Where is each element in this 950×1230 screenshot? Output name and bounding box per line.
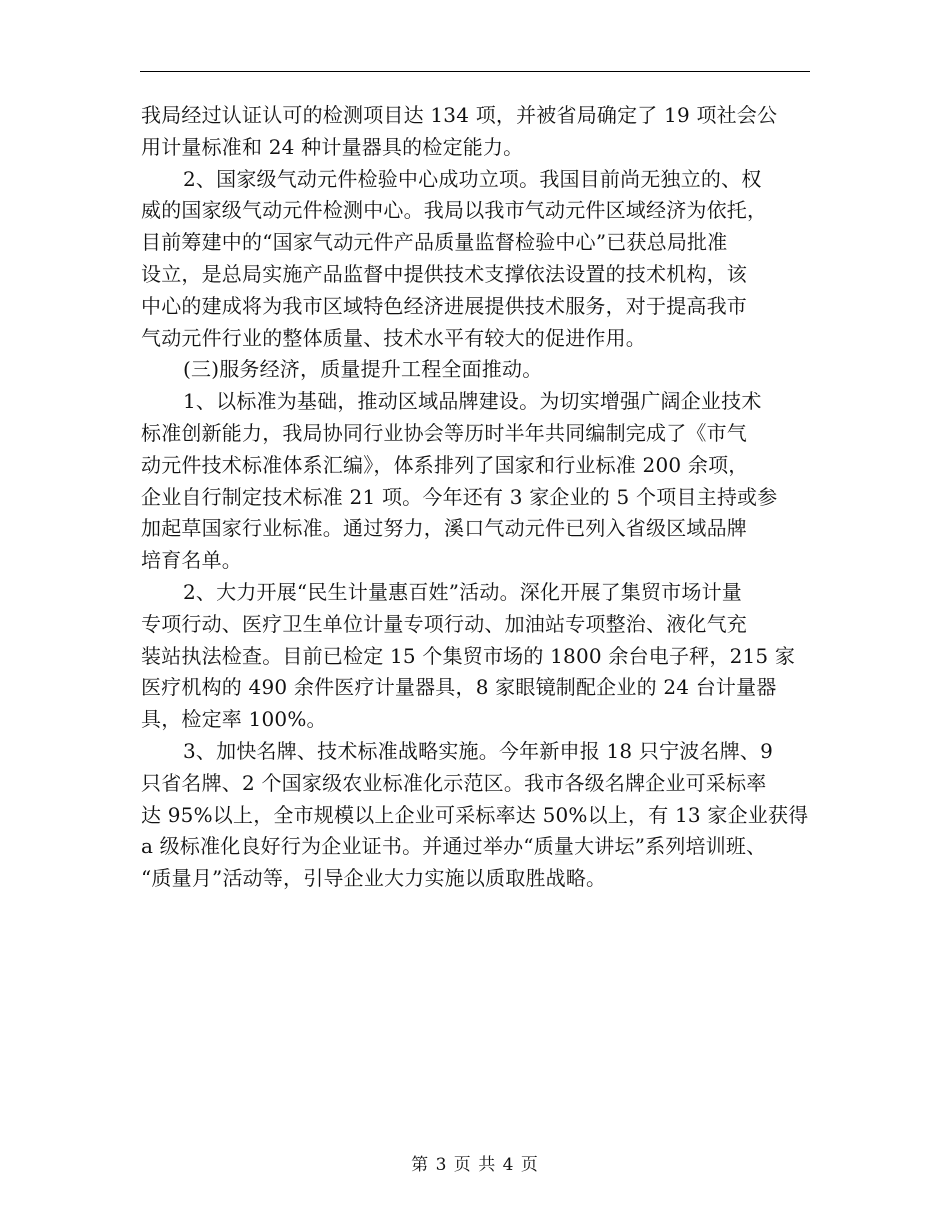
text-line: 气动元件行业的整体质量、技术水平有较大的促进作用。 bbox=[141, 325, 646, 350]
text-line: 达 95%以上，全市规模以上企业可采标率达 50%以上，有 13 家企业获得 bbox=[141, 802, 809, 827]
paragraph-start-line: 2、国家级气动元件检验中心成功立项。我国目前尚无独立的、权 bbox=[183, 166, 762, 191]
text-line: 用计量标准和 24 种计量器具的检定能力。 bbox=[141, 134, 524, 159]
text-line: “质量月”活动等，引导企业大力实施以质取胜战略。 bbox=[141, 866, 607, 891]
text-line: 装站执法检查。目前已检定 15 个集贸市场的 1800 余台电子秤，215 家 bbox=[141, 643, 796, 668]
text-line: 加起草国家行业标准。通过努力，溪口气动元件已列入省级区域品牌 bbox=[141, 516, 747, 541]
text-line: 威的国家级气动元件检测中心。我局以我市气动元件区域经济为依托， bbox=[141, 198, 768, 223]
text-line: 我局经过认证认可的检测项目达 134 项，并被省局确定了 19 项社会公 bbox=[141, 103, 778, 127]
text-line: 专项行动、医疗卫生单位计量专项行动、加油站专项整治、液化气充 bbox=[141, 611, 747, 636]
text-line: a 级标准化良好行为企业证书。并通过举办“质量大讲坛”系列培训班、 bbox=[141, 834, 767, 859]
text-line: 设立，是总局实施产品监督中提供技术支撑依法设置的技术机构，该 bbox=[141, 261, 747, 286]
paragraph-start-line: 1、以标准为基础，推动区域品牌建设。为切实增强广阔企业技术 bbox=[183, 389, 762, 414]
header-rule bbox=[140, 71, 810, 72]
text-line: 只省名牌、2 个国家级农业标准化示范区。我市各级名牌企业可采标率 bbox=[141, 770, 767, 795]
text-line: 培育名单。 bbox=[141, 548, 242, 573]
text-line: 中心的建成将为我市区域特色经济进展提供技术服务，对于提高我市 bbox=[141, 293, 747, 318]
section-heading: (三)服务经济，质量提升工程全面推动。 bbox=[183, 357, 543, 382]
body-text bbox=[141, 100, 813, 895]
page-number-footer: 第 3 页 共 4 页 bbox=[411, 1155, 539, 1175]
paragraph-start-line: 2、大力开展“民生计量惠百姓”活动。深化开展了集贸市场计量 bbox=[183, 579, 742, 604]
text-line: 具，检定率 100%。 bbox=[141, 707, 327, 732]
text-line: 动元件技术标准体系汇编》，体系排列了国家和行业标准 200 余项， bbox=[141, 452, 749, 477]
text-line: 医疗机构的 490 余件医疗计量器具，8 家眼镜制配企业的 24 台计量器 bbox=[141, 675, 777, 700]
text-line: 标准创新能力，我局协同行业协会等历时半年共同编制完成了《市气 bbox=[141, 420, 747, 445]
text-line: 目前筹建中的“国家气动元件产品质量监督检验中心”已获总局批准 bbox=[141, 230, 728, 255]
paragraph-start-line: 3、加快名牌、技术标准战略实施。今年新申报 18 只宁波名牌、9 bbox=[183, 738, 774, 763]
text-line: 企业自行制定技术标准 21 项。今年还有 3 家企业的 5 个项目主持或参 bbox=[141, 484, 778, 509]
